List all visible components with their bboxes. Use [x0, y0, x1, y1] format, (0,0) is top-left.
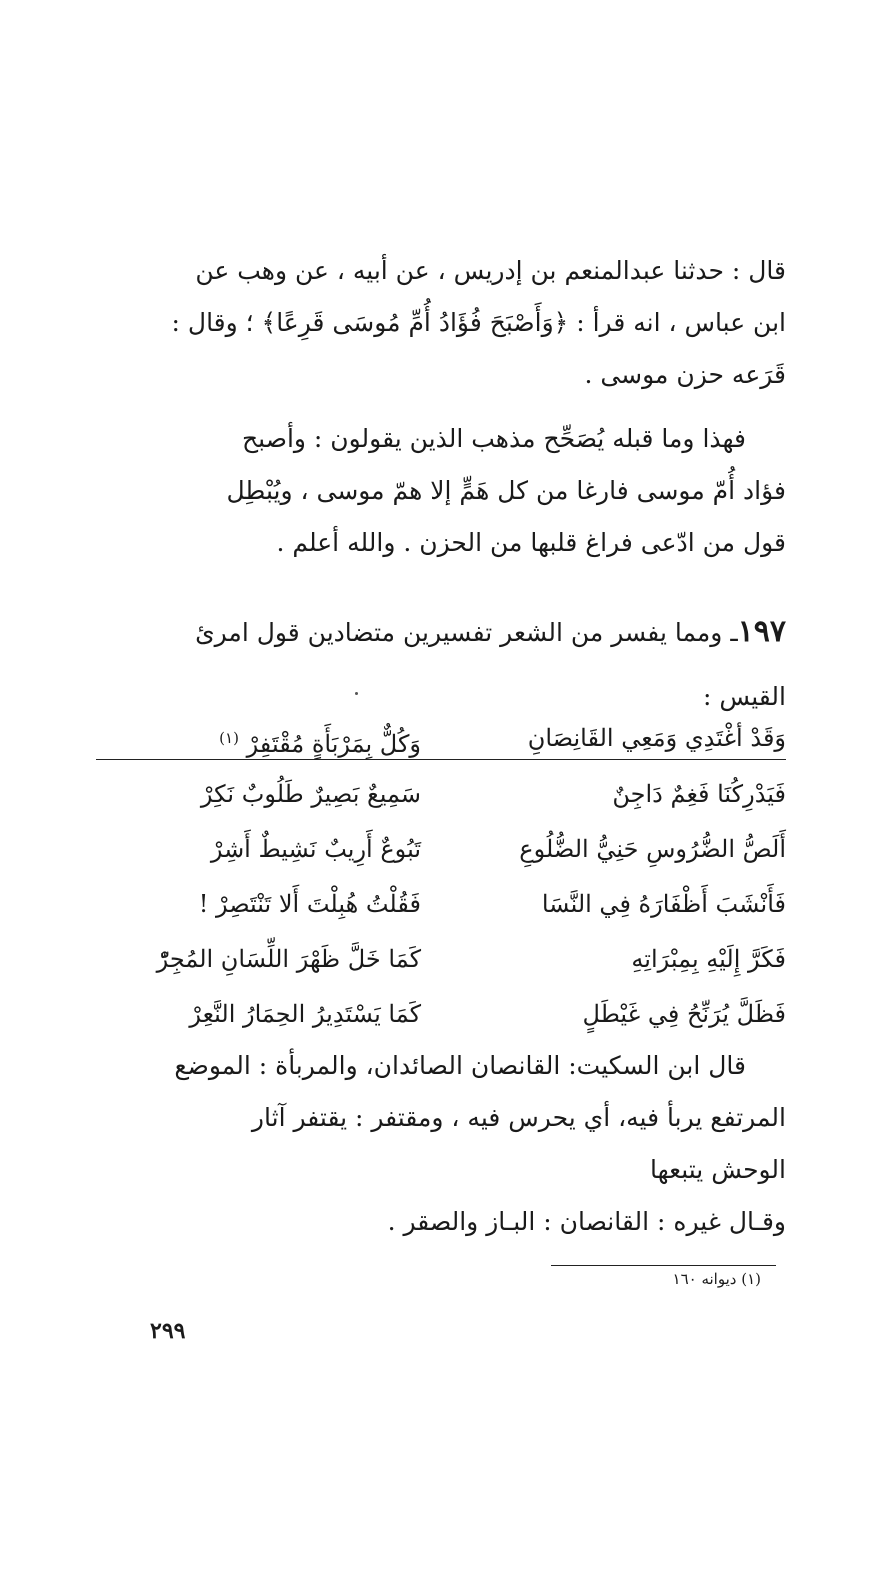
hemistich-first: فَأَنْشَبَ أَظْفَارَهُ فِي النَّسَا: [541, 890, 786, 918]
entry-number: ١٩٧: [737, 614, 786, 649]
text-line: وقـال غيره : القانصان : البـاز والصقر .: [387, 1207, 786, 1236]
hemistich-second: تَبُوعٌ أَرِيبٌ نَشِيطٌ أَشِرْ: [210, 835, 421, 863]
paragraph-commentary: [96, 413, 786, 569]
hemistich-first: فَيَدْرِكُنَا فَغِمٌ دَاجِنٌ: [612, 780, 786, 808]
verse: [96, 829, 786, 884]
verse: [96, 718, 786, 773]
poem: [96, 718, 786, 1049]
text-line: الوحش يتبعها: [650, 1155, 786, 1184]
footnote: (١) ديوانه ١٦٠: [672, 1270, 761, 1288]
text-line: فهذا وما قبله يُصَحِّح مذهب الذين يقولون : وأصبح: [242, 424, 746, 453]
ink-speck: [355, 692, 358, 695]
hemistich-second: كَمَا خَلَّ ظَهْرَ اللِّسَانِ المُجِرّْ: [156, 945, 421, 973]
text-line: قول من ادّعى فراغ قلبها من الحزن . والله أعلم .: [276, 528, 786, 557]
hemistich-second: فَقُلْتُ هُبِلْتَ أَلا تَنْتَصِرْ !: [198, 890, 421, 918]
hemistich-second: وَكُلٌّ بِمَرْبَأَةٍ مُقْتَفِرْ $^{(١)}$: [219, 729, 421, 758]
text-line: القيس :: [703, 682, 786, 711]
text-line: قال : حدثنا عبدالمنعم بن إدريس ، عن أبيه ، عن وهب عن: [195, 256, 786, 285]
text-line: ابن عباس ، انه قرأ : ﴿وَأَصْبَحَ فُؤَادُ أُمِّ مُوسَى قَرِعًا﴾ ؛ وقال :: [171, 308, 786, 337]
text-line: [96, 600, 786, 665]
hemistich-second: كَمَا يَسْتَدِيرُ الحِمَارُ النَّعِرْ: [189, 1000, 421, 1028]
hemistich-first: وَقَدْ أغْتَدِي وَمَعِي القَانِصَانِ: [527, 724, 786, 752]
footnote-marker: (١): [219, 729, 239, 747]
verse: [96, 939, 786, 994]
page-number: ٢٩٩: [150, 1318, 186, 1344]
text-line: فؤاد أُمّ موسى فارغا من كل هَمٍّ إلا همّ موسى ، ويُبْطِل: [226, 476, 786, 505]
verse: [96, 884, 786, 939]
hemistich-first: أَلَصُّ الضُّرُوسِ حَنِيُّ الضُّلُوعِ: [519, 835, 786, 863]
paragraph-explanation: [96, 1040, 786, 1248]
hemistich-second: سَمِيعٌ بَصِيرٌ طَلُوبٌ نَكِرْ: [200, 780, 421, 808]
hemistich-first: فَظَلَّ يُرَنِّحُ فِي غَيْطَلٍ: [582, 1000, 786, 1028]
text-line: المرتفع يربأ فيه، أي يحرس فيه ، ومقتفر : يقتفر آثار: [251, 1103, 786, 1132]
entry-intro: ـ ومما يفسر من الشعر تفسيرين متضادين قول امرئ: [195, 618, 738, 647]
text-line: قال ابن السكيت: القانصان الصائدان، والمربأة : الموضع: [174, 1051, 746, 1080]
hemistich-first: فَكَرَّ إِلَيْهِ بِمِبْرَاتِهِ: [631, 945, 786, 973]
verse: [96, 774, 786, 829]
text-line: قَرَعه حزن موسى .: [584, 360, 786, 389]
entry-heading: [96, 600, 786, 729]
paragraph-hadith: [96, 245, 786, 401]
footnote-separator: [551, 1265, 776, 1266]
